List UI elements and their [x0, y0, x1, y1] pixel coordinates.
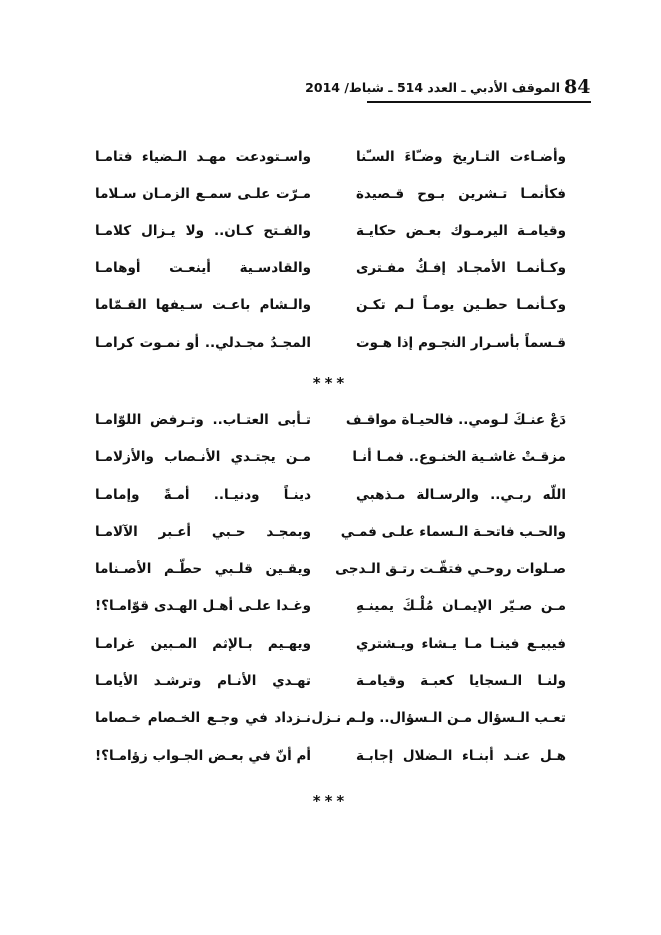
- verse-first-hemistich: فكأنمـا تـشرين بـوح قـصيدة: [356, 186, 566, 202]
- verse-line: [0, 484, 661, 508]
- verse-first-hemistich: تعـب الـسؤال مـن الـسؤال.. ولـم نـزل: [311, 710, 566, 726]
- verse-line: [0, 332, 661, 356]
- section-separator: ***: [312, 374, 349, 392]
- header-rule: [367, 101, 591, 103]
- verse-line: [0, 220, 661, 244]
- verse-line: [0, 446, 661, 470]
- verse-second-hemistich: ويقـين قلـبي حطّـم الأصـناما: [95, 561, 311, 577]
- page-header: [0, 0, 661, 120]
- verse-second-hemistich: تهـدي الأنـام وترشـد الأيامـا: [95, 673, 311, 689]
- verse-first-hemistich: فيبيـع فينـا مـا يـشاء ويـشتري: [356, 636, 566, 652]
- verse-second-hemistich: أم أنّ في بعـض الجـواب زؤامـا؟!: [95, 748, 311, 764]
- verse-line: [0, 183, 661, 207]
- verse-first-hemistich: وأضـاءت التـاريخ وضـّاءَ السـّنا: [356, 149, 566, 165]
- verse-line: [0, 633, 661, 657]
- verse-second-hemistich: مـرّت علـى سمـع الزمـان سـلاما: [95, 186, 311, 202]
- verse-line: [0, 257, 661, 281]
- verse-second-hemistich: والـشام باعـت سـيفها القـمّاما: [95, 297, 311, 313]
- verse-second-hemistich: واسـتودعت مهـد الـضياء فتامـا: [95, 149, 311, 165]
- verse-second-hemistich: المجـدُ مجـدلي.. أو نمـوت كرامـا: [95, 335, 311, 351]
- verse-first-hemistich: هـل عنـد أبنـاء الـضلال إجابـة: [356, 748, 566, 764]
- verse-line: [0, 595, 661, 619]
- verse-first-hemistich: وكـأنمـا الأمجـاد إفـكٌ مفـترى: [356, 260, 566, 276]
- verse-second-hemistich: مـن يجتـدي الأنـصاب والأزلامـا: [95, 449, 311, 465]
- running-head: الموقف الأدبي ـ العدد 514 ـ شباط/ 2014: [305, 80, 560, 95]
- verse-first-hemistich: دَعْ عنـكَ لـومي.. فالحيـاة مواقـف: [345, 412, 566, 428]
- verse-line: [0, 558, 661, 582]
- verse-line: [0, 707, 661, 731]
- page-number: 84: [564, 76, 591, 98]
- verse-first-hemistich: صـلوات روحـي فتقّـت رتـق الـدجى: [335, 561, 566, 577]
- verse-line: [0, 745, 661, 769]
- section-separator: ***: [312, 792, 349, 810]
- verse-second-hemistich: والقادسـية أينعـت أوهامـا: [95, 260, 311, 276]
- verse-second-hemistich: نـزداد في وجـع الخـصام خـصاما: [95, 710, 311, 726]
- verse-line: [0, 670, 661, 694]
- verse-line: [0, 521, 661, 545]
- verse-line: [0, 294, 661, 318]
- verse-first-hemistich: مـن صـيّر الإيمـان مُلْـكَ يمينـهِ: [356, 598, 566, 614]
- verse-first-hemistich: اللّه ربـي.. والرسـالة مـذهبي: [356, 487, 566, 503]
- verse-first-hemistich: ولنـا الـسجايا كعبـة وقيامـة: [356, 673, 566, 689]
- verse-first-hemistich: وقيامـة اليرمـوك بعـض حكايـة: [356, 223, 566, 239]
- verse-first-hemistich: وكـأنمـا حطـين يومـاً لـم تكـن: [356, 297, 566, 313]
- verse-second-hemistich: وبمجـد حـبي أعـبر الآلامـا: [95, 524, 311, 540]
- verse-line: [0, 146, 661, 170]
- verse-second-hemistich: وغـدا علـى أهـل الهـدى قوّامـا؟!: [95, 598, 311, 614]
- verse-second-hemistich: ويهـيم بـالإثم المـبين غرامـا: [95, 636, 311, 652]
- verse-second-hemistich: والفـتح كـان.. ولا يـزال كلامـا: [95, 223, 311, 239]
- verse-line: [0, 409, 661, 433]
- verse-first-hemistich: والحـب فاتحـة الـسماء علـى فمـي: [340, 524, 566, 540]
- verse-first-hemistich: قـسماً بأسـرار النجـوم إذا هـوت: [356, 335, 566, 351]
- verse-first-hemistich: مزقـتْ غاشـية الخنـوع.. فمـا أنـا: [352, 449, 566, 465]
- verse-second-hemistich: تـأبى العتـاب.. وتـرفض اللوّامـا: [95, 412, 311, 428]
- verse-second-hemistich: دينـاً ودنيـا.. أمـةً وإمامـا: [95, 487, 311, 503]
